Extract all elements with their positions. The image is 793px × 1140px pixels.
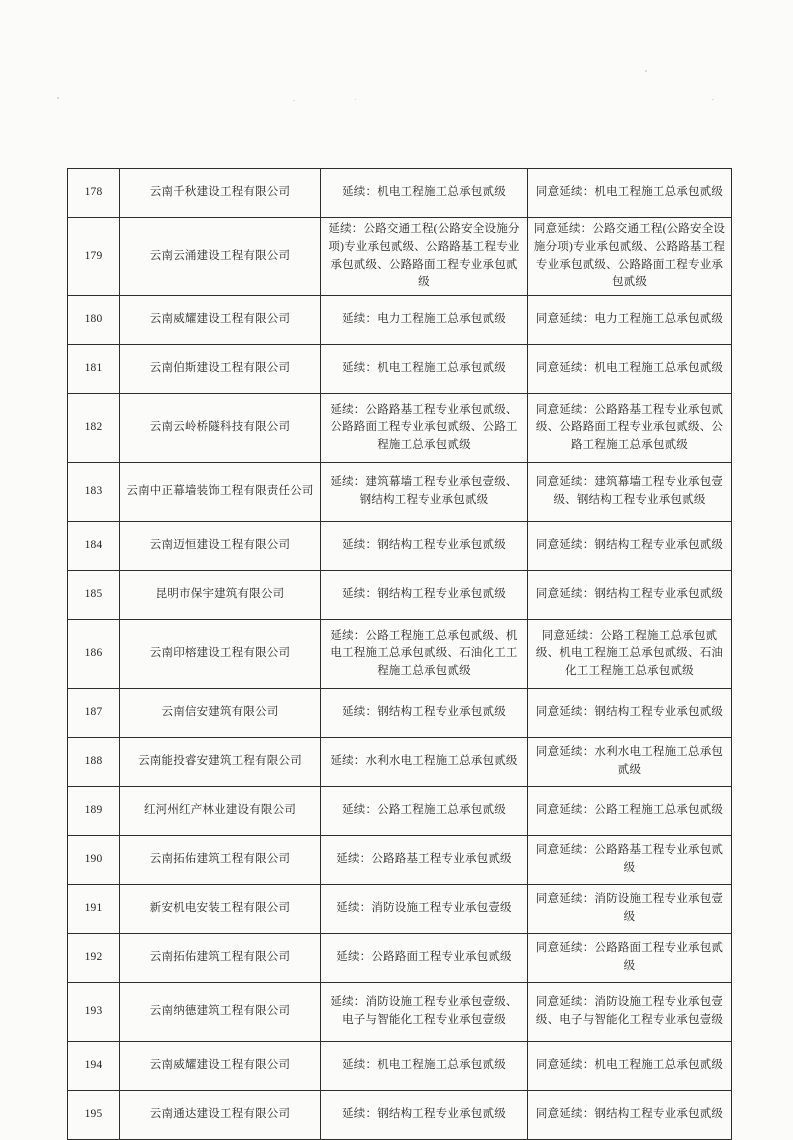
approval-content: 同意延续：公路路基工程专业承包贰级 (528, 836, 732, 885)
table-row (68, 296, 732, 345)
approval-content: 同意延续：钢结构工程专业承包贰级 (528, 1091, 732, 1140)
approval-content: 同意延续：机电工程施工总承包贰级 (528, 345, 732, 394)
table-row (68, 218, 732, 296)
renewal-content: 延续：公路路基工程专业承包贰级、公路路面工程专业承包贰级、公路工程施工总承包贰级 (321, 394, 528, 463)
approval-content: 同意延续：公路路面工程专业承包贰级 (528, 934, 732, 983)
renewal-content: 延续：钢结构工程专业承包贰级 (321, 1091, 528, 1140)
table-row (68, 1042, 732, 1091)
approval-content: 同意延续：机电工程施工总承包贰级 (528, 1042, 732, 1091)
row-number: 181 (68, 345, 120, 394)
renewal-content: 延续：公路工程施工总承包贰级、机电工程施工总承包贰级、石油化工工程施工总承包贰级 (321, 620, 528, 689)
company-name: 新安机电安装工程有限公司 (120, 885, 321, 934)
row-number: 179 (68, 218, 120, 296)
table-row (68, 345, 732, 394)
renewal-content: 延续：公路工程施工总承包贰级 (321, 787, 528, 836)
renewal-content: 延续：钢结构工程专业承包贰级 (321, 522, 528, 571)
company-name: 云南中正幕墙装饰工程有限责任公司 (120, 463, 321, 522)
table-row (68, 836, 732, 885)
row-number: 195 (68, 1091, 120, 1140)
approval-content: 同意延续：公路路基工程专业承包贰级、公路路面工程专业承包贰级、公路工程施工总承包贰级 (528, 394, 732, 463)
scan-speck (57, 97, 59, 99)
scan-speck (293, 100, 295, 101)
scan-speck (712, 99, 714, 100)
renewal-content: 延续：公路交通工程(公路安全设施分项)专业承包贰级、公路路基工程专业承包贰级、公路路面工程专业承包贰级 (321, 218, 528, 296)
row-number: 187 (68, 689, 120, 738)
approval-content: 同意延续：建筑幕墙工程专业承包壹级、钢结构工程专业承包贰级 (528, 463, 732, 522)
row-number: 192 (68, 934, 120, 983)
renewal-content: 延续：水利水电工程施工总承包贰级 (321, 738, 528, 787)
row-number: 193 (68, 983, 120, 1042)
renewal-content: 延续：建筑幕墙工程专业承包壹级、钢结构工程专业承包贰级 (321, 463, 528, 522)
company-name: 云南云涌建设工程有限公司 (120, 218, 321, 296)
scan-speck (645, 70, 647, 72)
company-name: 云南威耀建设工程有限公司 (120, 296, 321, 345)
renewal-content: 延续：钢结构工程专业承包贰级 (321, 571, 528, 620)
company-name: 云南能投睿安建筑工程有限公司 (120, 738, 321, 787)
row-number: 178 (68, 169, 120, 218)
row-number: 184 (68, 522, 120, 571)
table-row (68, 394, 732, 463)
row-number: 190 (68, 836, 120, 885)
renewal-content: 延续：机电工程施工总承包贰级 (321, 1042, 528, 1091)
company-name: 云南云岭桥隧科技有限公司 (120, 394, 321, 463)
renewal-content: 延续：公路路面工程专业承包贰级 (321, 934, 528, 983)
table-row (68, 463, 732, 522)
company-name: 云南信安建筑有限公司 (120, 689, 321, 738)
approval-content: 同意延续：水利水电工程施工总承包贰级 (528, 738, 732, 787)
table-row (68, 620, 732, 689)
scan-speck (355, 99, 356, 100)
company-name: 昆明市保宇建筑有限公司 (120, 571, 321, 620)
renewal-content: 延续：钢结构工程专业承包贰级 (321, 689, 528, 738)
approval-content: 同意延续：公路工程施工总承包贰级 (528, 787, 732, 836)
company-name: 云南拓佑建筑工程有限公司 (120, 836, 321, 885)
approval-content: 同意延续：钢结构工程专业承包贰级 (528, 522, 732, 571)
row-number: 189 (68, 787, 120, 836)
table-row (68, 689, 732, 738)
company-name: 云南印榕建设工程有限公司 (120, 620, 321, 689)
renewal-content: 延续：机电工程施工总承包贰级 (321, 169, 528, 218)
table-row (68, 738, 732, 787)
table-row (68, 169, 732, 218)
company-name: 云南拓佑建筑工程有限公司 (120, 934, 321, 983)
company-name: 云南通达建设工程有限公司 (120, 1091, 321, 1140)
row-number: 186 (68, 620, 120, 689)
company-name: 红河州红产林业建设有限公司 (120, 787, 321, 836)
table-row (68, 787, 732, 836)
renewal-content: 延续：消防设施工程专业承包壹级、电子与智能化工程专业承包壹级 (321, 983, 528, 1042)
renewal-content: 延续：电力工程施工总承包贰级 (321, 296, 528, 345)
row-number: 183 (68, 463, 120, 522)
approval-content: 同意延续：公路工程施工总承包贰级、机电工程施工总承包贰级、石油化工工程施工总承包贰级 (528, 620, 732, 689)
row-number: 194 (68, 1042, 120, 1091)
table-row (68, 1091, 732, 1140)
approval-content: 同意延续：电力工程施工总承包贰级 (528, 296, 732, 345)
row-number: 188 (68, 738, 120, 787)
company-name: 云南纳德建筑工程有限公司 (120, 983, 321, 1042)
table-row (68, 983, 732, 1042)
approval-content: 同意延续：钢结构工程专业承包贰级 (528, 571, 732, 620)
table-row (68, 934, 732, 983)
row-number: 180 (68, 296, 120, 345)
company-name: 云南迈恒建设工程有限公司 (120, 522, 321, 571)
table-row (68, 522, 732, 571)
company-name: 云南威耀建设工程有限公司 (120, 1042, 321, 1091)
renewal-content: 延续：消防设施工程专业承包壹级 (321, 885, 528, 934)
qualification-renewal-table (67, 168, 732, 1140)
row-number: 182 (68, 394, 120, 463)
renewal-content: 延续：公路路基工程专业承包贰级 (321, 836, 528, 885)
company-name: 云南伯斯建设工程有限公司 (120, 345, 321, 394)
row-number: 185 (68, 571, 120, 620)
table-row (68, 571, 732, 620)
approval-content: 同意延续：机电工程施工总承包贰级 (528, 169, 732, 218)
table-row (68, 885, 732, 934)
company-name: 云南千秋建设工程有限公司 (120, 169, 321, 218)
approval-content: 同意延续：钢结构工程专业承包贰级 (528, 689, 732, 738)
approval-content: 同意延续：公路交通工程(公路安全设施分项)专业承包贰级、公路路基工程专业承包贰级、公路路面工程专业承包贰级 (528, 218, 732, 296)
renewal-content: 延续：机电工程施工总承包贰级 (321, 345, 528, 394)
row-number: 191 (68, 885, 120, 934)
approval-content: 同意延续：消防设施工程专业承包壹级 (528, 885, 732, 934)
approval-content: 同意延续：消防设施工程专业承包壹级、电子与智能化工程专业承包壹级 (528, 983, 732, 1042)
